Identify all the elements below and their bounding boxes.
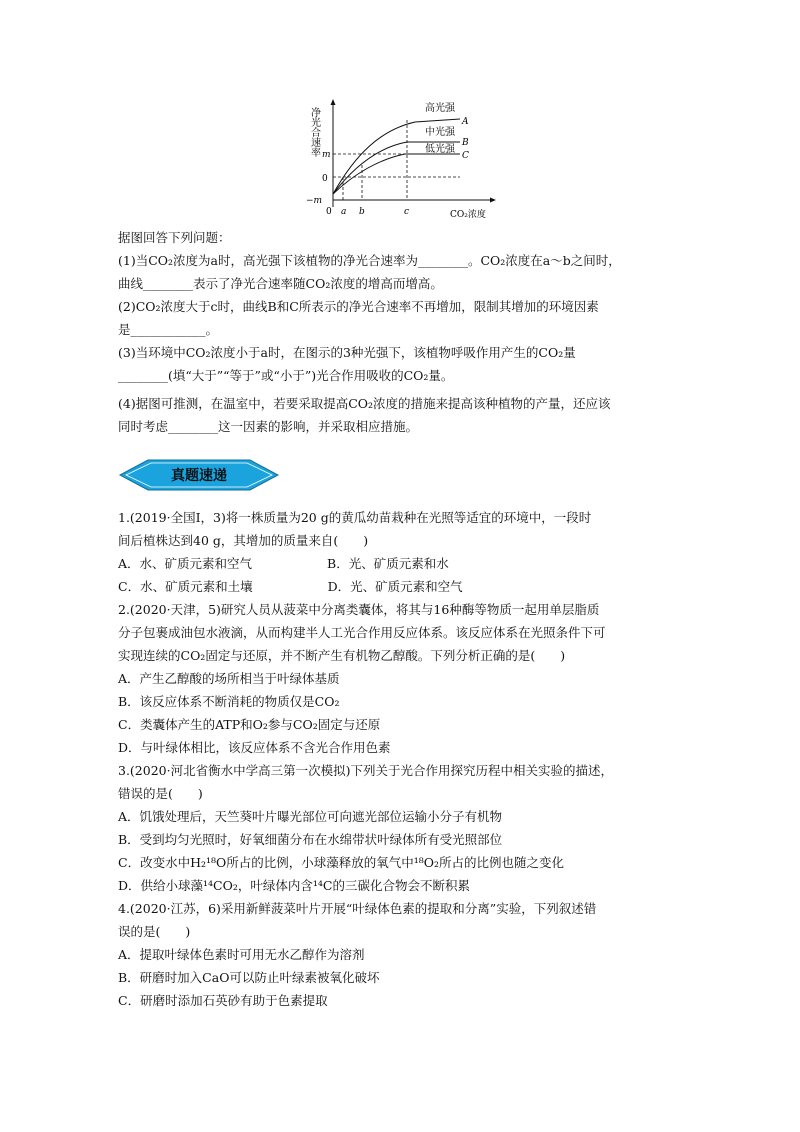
text-line: 是____________。	[118, 322, 219, 337]
question-line: 误的是( )	[118, 924, 191, 939]
y-tick-m: m	[322, 150, 331, 160]
question-line: 间后植株达到40 g，其增加的质量来自( )	[118, 533, 369, 548]
question-line: 1.(2019·全国Ⅰ，3)将一株质量为20 g的黄瓜幼苗栽种在光照等适宜的环境中，一段时	[118, 510, 592, 525]
option-line: B．该反应体系不断消耗的物质仅是CO₂	[118, 694, 340, 709]
question-line: 4.(2020·江苏，6)采用新鲜菠菜叶片开展“叶绿体色素的提取和分离”实验，下列叙述错	[118, 901, 597, 916]
banner-shape	[118, 458, 280, 492]
text-line: 同时考虑________这一因素的影响，并采取相应措施。	[118, 419, 419, 434]
option-line: D．供给小球藻¹⁴CO₂，叶绿体内含¹⁴C的三碳化合物会不断积累	[118, 878, 470, 893]
option-line: B．受到均匀光照时，好氧细菌分布在水绵带状叶绿体所有受光照部位	[118, 832, 503, 847]
banner-title: 真题速递	[171, 468, 227, 484]
y-axis-label: 净光合速率	[308, 107, 320, 157]
option-line: C．水、矿质元素和土壤 D．光、矿质元素和空气	[118, 579, 463, 594]
co2-photosynthesis-figure	[300, 95, 510, 225]
question-line: 2.(2020·天津，5)研究人员从菠菜中分离类囊体，将其与16种酶等物质一起用单层脂质	[118, 602, 600, 617]
question-line: 错误的是( )	[118, 786, 203, 801]
y-axis-arrow	[331, 99, 336, 105]
text-line: (4)据图可推测，在温室中，若要采取提高CO₂浓度的措施来提高该种植物的产量，还应该	[118, 396, 611, 411]
question-line: 实现连续的CO₂固定与还原，并不断产生有机物乙醇酸。下列分析正确的是( )	[118, 648, 566, 663]
option-line: A．产生乙醇酸的场所相当于叶绿体基质	[118, 671, 340, 686]
option-line: B．研磨时加入CaO可以防止叶绿素被氧化破坏	[118, 970, 380, 985]
tag-c: C	[462, 151, 469, 161]
question-line: 3.(2020·河北省衡水中学高三第一次模拟)下列关于光合作用探究历程中相关实验的描述，	[118, 763, 613, 778]
option-line: C．改变水中H₂¹⁸O所占的比例，小球藻释放的氧气中¹⁸O₂所占的比例也随之变化	[118, 855, 565, 870]
x-tick-c: c	[404, 207, 410, 217]
origin-label: 0	[326, 207, 332, 217]
curve-low-light	[333, 154, 460, 194]
x-tick-a: a	[341, 207, 347, 217]
option-line: A．饥饿处理后，天竺葵叶片曝光部位可向遮光部位运输小分子有机物	[118, 809, 503, 824]
x-axis-arrow	[490, 198, 496, 203]
option-line: C．类囊体产生的ATP和O₂参与CO₂固定与还原	[118, 717, 381, 732]
text-line: (2)CO₂浓度大于c时，曲线B和C所表示的净光合速率不再增加，限制其增加的环境因素	[118, 299, 599, 314]
x-tick-b: b	[359, 207, 365, 217]
option-line: D．与叶绿体相比，该反应体系不含光合作用色素	[118, 740, 391, 755]
figure-svg	[300, 95, 510, 225]
y-tick-zero: 0	[322, 174, 328, 184]
tag-a: A	[462, 117, 469, 127]
section-banner	[118, 458, 280, 492]
x-axis-label: CO₂浓度	[450, 210, 486, 220]
label-high-light: 高光强	[425, 103, 455, 114]
tag-b: B	[462, 138, 469, 148]
option-line: A．提取叶绿体色素时可用无水乙醇作为溶剂	[118, 947, 365, 962]
option-line: C．研磨时添加石英砂有助于色素提取	[118, 993, 328, 1008]
label-mid-light: 中光强	[425, 127, 455, 138]
text-line: 曲线________表示了净光合速率随CO₂浓度的增高而增高。	[118, 276, 443, 291]
text-line: 据图回答下列问题：	[118, 230, 231, 245]
text-line: ________(填“大于”“等于”或“小于”)光合作用吸收的CO₂量。	[118, 368, 454, 383]
text-line: (3)当环境中CO₂浓度小于a时，在图示的3种光强下，该植物呼吸作用产生的CO₂量	[118, 345, 576, 360]
option-line: A．水、矿质元素和空气 B．光、矿质元素和水	[118, 556, 449, 571]
y-tick-neg-m: −m	[306, 196, 323, 206]
text-line: (1)当CO₂浓度为a时，高光强下该植物的净光合速率为________。CO₂浓度在a～b之间时，	[118, 253, 621, 268]
question-line: 分子包裹成油包水液滴，从而构建半人工光合作用反应体系。该反应体系在光照条件下可	[118, 625, 606, 640]
label-low-light: 低光强	[425, 144, 455, 155]
